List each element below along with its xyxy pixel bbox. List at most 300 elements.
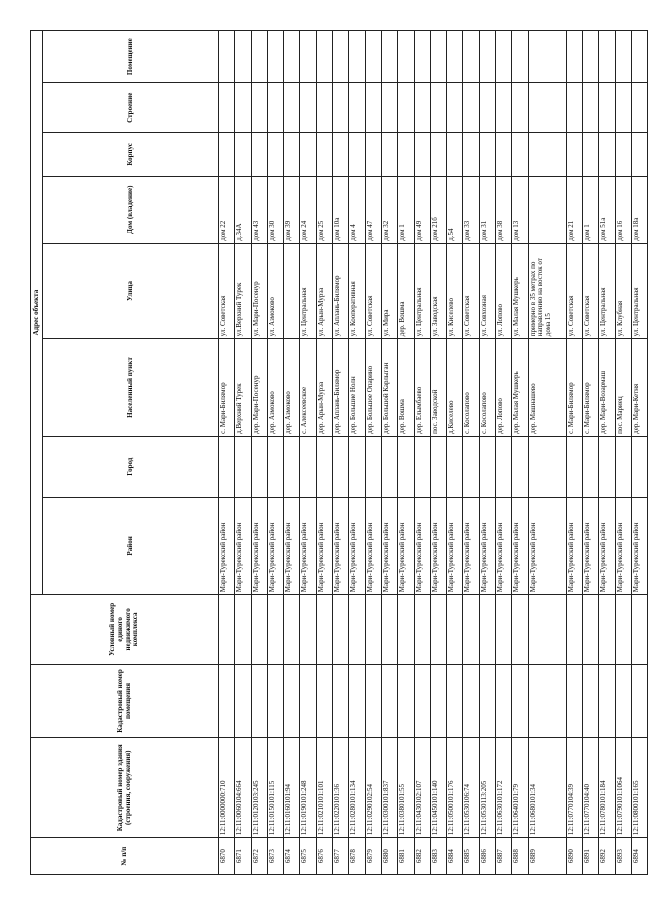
cell-street: ул. Киселево <box>447 243 463 338</box>
cell-city <box>300 436 316 497</box>
cell-stroenie <box>430 83 446 133</box>
cell-cad-room <box>333 664 349 738</box>
cell-house <box>528 176 566 243</box>
cell-district: Мари-Турекский район <box>414 497 430 595</box>
cell-cad-building: 12:11:0300101:837 <box>381 738 397 838</box>
cell-cad-building: 12:11:0000000:710 <box>219 738 235 838</box>
cell-stroenie <box>463 83 479 133</box>
cell-cad-building: 12:11:0640101:79 <box>512 738 528 838</box>
cell-stroenie <box>251 83 267 133</box>
cell-cad-room <box>414 664 430 738</box>
cell-num: 6872 <box>251 838 267 875</box>
cell-locality: дер. Большой Карлыган <box>381 339 397 437</box>
table-row <box>300 31 316 875</box>
cell-street: ул. Клубная <box>615 243 631 338</box>
cell-pomeshchenie <box>251 31 267 83</box>
cell-cond-num <box>430 595 446 664</box>
cell-district: Мари-Турекский район <box>615 497 631 595</box>
cell-cad-room <box>398 664 414 738</box>
cell-district: Мари-Турекский район <box>599 497 615 595</box>
cell-stroenie <box>235 83 251 133</box>
cell-pomeshchenie <box>512 31 528 83</box>
cell-stroenie <box>414 83 430 133</box>
cell-house: дом 1 <box>582 176 598 243</box>
cell-num: 6873 <box>267 838 283 875</box>
cell-stroenie <box>496 83 512 133</box>
cell-korpus <box>631 133 647 176</box>
table-row <box>566 31 582 875</box>
cell-num: 6889 <box>528 838 566 875</box>
cell-street: ул. Арын-Мурза <box>316 243 332 338</box>
cell-pomeshchenie <box>566 31 582 83</box>
cell-district: Мари-Турекский район <box>582 497 598 595</box>
cell-cad-building: 12:11:0630101:172 <box>496 738 512 838</box>
cell-street: ул. Центральная <box>300 243 316 338</box>
cell-city <box>479 436 495 497</box>
cell-street: ул. Центральная <box>631 243 647 338</box>
cell-cad-building: 12:11:0290102:54 <box>365 738 381 838</box>
cell-cond-num <box>333 595 349 664</box>
cell-korpus <box>447 133 463 176</box>
cell-stroenie <box>300 83 316 133</box>
cell-cond-num <box>300 595 316 664</box>
cell-cond-num <box>599 595 615 664</box>
cell-stroenie <box>615 83 631 133</box>
cell-pomeshchenie <box>582 31 598 83</box>
cell-cad-room <box>496 664 512 738</box>
cell-stroenie <box>599 83 615 133</box>
cell-house: дом 18а <box>631 176 647 243</box>
header-cad-building: Кадастровый номер здания (строения, сооружения) <box>31 738 219 838</box>
cell-locality: дер. Азмоково <box>284 339 300 437</box>
cell-cad-building: 12:11:0770104:40 <box>582 738 598 838</box>
cell-house: дом 21б <box>430 176 446 243</box>
header-cad-room: Кадастровый номер помещения <box>31 664 219 738</box>
cell-pomeshchenie <box>398 31 414 83</box>
cell-house: дом 21 <box>566 176 582 243</box>
cell-korpus <box>381 133 397 176</box>
cell-city <box>512 436 528 497</box>
cell-cad-building: 12:11:0210101:101 <box>316 738 332 838</box>
cell-cad-building: 12:11:0790101:1064 <box>615 738 631 838</box>
cell-street: ул. Аплань-Билямор <box>333 243 349 338</box>
cell-city <box>528 436 566 497</box>
cell-pomeshchenie <box>333 31 349 83</box>
cell-cond-num <box>496 595 512 664</box>
cell-house: дом 13 <box>512 176 528 243</box>
cell-cad-room <box>235 664 251 738</box>
cell-pomeshchenie <box>430 31 446 83</box>
cell-city <box>349 436 365 497</box>
cell-pomeshchenie <box>599 31 615 83</box>
cell-locality: пос. Мариец <box>615 339 631 437</box>
cell-cad-building: 12:11:0190101:248 <box>300 738 316 838</box>
table-row <box>365 31 381 875</box>
table-row <box>235 31 251 875</box>
cell-korpus <box>528 133 566 176</box>
table-row <box>267 31 283 875</box>
cell-street: дер. Вошма <box>398 243 414 338</box>
cell-num: 6879 <box>365 838 381 875</box>
table-row <box>599 31 615 875</box>
cell-district: Мари-Турекский район <box>496 497 512 595</box>
cell-house: дом 24 <box>300 176 316 243</box>
cell-locality: дер. Лопово <box>496 339 512 437</box>
cell-cond-num <box>365 595 381 664</box>
cell-street: ул.Верхний Турек <box>235 243 251 338</box>
cell-street: ул. Совхозная <box>479 243 495 338</box>
cell-cad-room <box>430 664 446 738</box>
cell-cad-building: 12:11:0430102:107 <box>414 738 430 838</box>
cell-pomeshchenie <box>414 31 430 83</box>
cell-house: дом 39 <box>284 176 300 243</box>
cell-locality: дер. Мари-Посенур <box>251 339 267 437</box>
cell-cad-building: 12:11:0450101:140 <box>430 738 446 838</box>
cell-stroenie <box>316 83 332 133</box>
header-city: Город <box>43 436 219 497</box>
table-row <box>381 31 397 875</box>
cell-num: 6890 <box>566 838 582 875</box>
cell-cad-building: 12:11:0220101:36 <box>333 738 349 838</box>
cell-cad-building: 12:11:0680101:34 <box>528 738 566 838</box>
cell-district: Мари-Турекский район <box>566 497 582 595</box>
cell-stroenie <box>398 83 414 133</box>
cell-house: дом 4 <box>349 176 365 243</box>
cell-cad-building: 12:11:0800101:165 <box>631 738 647 838</box>
cell-city <box>631 436 647 497</box>
cell-house: дом 33 <box>463 176 479 243</box>
cell-korpus <box>349 133 365 176</box>
cell-locality: дер. Большое Опарино <box>365 339 381 437</box>
cell-city <box>284 436 300 497</box>
cell-street: ул. Мира <box>381 243 397 338</box>
cell-korpus <box>267 133 283 176</box>
cell-district: Мари-Турекский район <box>528 497 566 595</box>
cell-num: 6886 <box>479 838 495 875</box>
cell-city <box>267 436 283 497</box>
cell-city <box>496 436 512 497</box>
header-street: Улица <box>43 243 219 338</box>
cell-cad-room <box>300 664 316 738</box>
cell-house: д.34А <box>235 176 251 243</box>
cell-locality: с. Алексеевское <box>300 339 316 437</box>
cell-cad-room <box>365 664 381 738</box>
cell-district: Мари-Турекский район <box>398 497 414 595</box>
cell-cad-room <box>219 664 235 738</box>
cell-cond-num <box>447 595 463 664</box>
cell-num: 6876 <box>316 838 332 875</box>
cell-locality: с. Косолапово <box>463 339 479 437</box>
cell-street <box>284 243 300 338</box>
header-stroenie: Строение <box>43 83 219 133</box>
cell-locality: дер. Машнашево <box>528 339 566 437</box>
cell-house: дом 43 <box>251 176 267 243</box>
cell-pomeshchenie <box>631 31 647 83</box>
cell-stroenie <box>333 83 349 133</box>
cell-cad-room <box>349 664 365 738</box>
table-row <box>582 31 598 875</box>
cell-locality: д.Верхний Турек <box>235 339 251 437</box>
cell-district: Мари-Турекский район <box>251 497 267 595</box>
cell-num: 6888 <box>512 838 528 875</box>
header-house: Дом (владение) <box>43 176 219 243</box>
cell-pomeshchenie <box>615 31 631 83</box>
cell-city <box>582 436 598 497</box>
cell-stroenie <box>284 83 300 133</box>
cell-house: дом 38 <box>496 176 512 243</box>
cell-cad-building: 12:11:0770104:39 <box>566 738 582 838</box>
cell-num: 6877 <box>333 838 349 875</box>
cell-city <box>316 436 332 497</box>
cell-street: ул. Советская <box>365 243 381 338</box>
cell-cad-building: 12:11:0380101:55 <box>398 738 414 838</box>
cell-korpus <box>219 133 235 176</box>
cell-city <box>414 436 430 497</box>
cell-pomeshchenie <box>463 31 479 83</box>
cell-num: 6887 <box>496 838 512 875</box>
cell-locality: с. Мари-Билямор <box>566 339 582 437</box>
table-row <box>398 31 414 875</box>
cell-korpus <box>463 133 479 176</box>
cell-stroenie <box>566 83 582 133</box>
cell-cond-num <box>267 595 283 664</box>
cell-city <box>566 436 582 497</box>
cell-house: дом 10а <box>333 176 349 243</box>
header-locality: Населенный пункт <box>43 339 219 437</box>
cell-korpus <box>430 133 446 176</box>
cell-city <box>463 436 479 497</box>
cell-cad-room <box>566 664 582 738</box>
cell-city <box>251 436 267 497</box>
cell-city <box>235 436 251 497</box>
table-row <box>414 31 430 875</box>
cell-district: Мари-Турекский район <box>284 497 300 595</box>
cell-korpus <box>333 133 349 176</box>
cell-stroenie <box>349 83 365 133</box>
header-korpus: Корпус <box>43 133 219 176</box>
cell-pomeshchenie <box>219 31 235 83</box>
cell-korpus <box>479 133 495 176</box>
cell-korpus <box>615 133 631 176</box>
cell-cond-num <box>349 595 365 664</box>
table-row <box>430 31 446 875</box>
cell-num: 6893 <box>615 838 631 875</box>
cell-num: 6883 <box>430 838 446 875</box>
cell-korpus <box>235 133 251 176</box>
cell-cad-building: 12:11:0780101:184 <box>599 738 615 838</box>
cell-num: 6870 <box>219 838 235 875</box>
cell-locality: с. Косолапово <box>479 339 495 437</box>
cell-street: ул. Мари-Посенур <box>251 243 267 338</box>
cell-cad-room <box>582 664 598 738</box>
cell-district: Мари-Турекский район <box>463 497 479 595</box>
table-row <box>447 31 463 875</box>
cell-district: Мари-Турекский район <box>430 497 446 595</box>
cell-cad-building: 12:11:0530106:74 <box>463 738 479 838</box>
cell-house: дом 31 <box>479 176 495 243</box>
cell-cond-num <box>463 595 479 664</box>
table-row <box>496 31 512 875</box>
cell-cond-num <box>414 595 430 664</box>
cell-num: 6882 <box>414 838 430 875</box>
cell-locality: дер. Арын-Мурза <box>316 339 332 437</box>
cell-house: дом 30 <box>267 176 283 243</box>
cell-num: 6880 <box>381 838 397 875</box>
cell-street: ул. Заводская <box>430 243 446 338</box>
cell-num: 6892 <box>599 838 615 875</box>
cell-district: Мари-Турекский район <box>316 497 332 595</box>
cell-street: ул. Лопово <box>496 243 512 338</box>
cell-house: дом 51а <box>599 176 615 243</box>
cell-street: ул. Центральная <box>414 243 430 338</box>
cell-cond-num <box>316 595 332 664</box>
table-row <box>615 31 631 875</box>
cell-pomeshchenie <box>300 31 316 83</box>
cell-street: ул. Азмоково <box>267 243 283 338</box>
cell-pomeshchenie <box>235 31 251 83</box>
cell-korpus <box>251 133 267 176</box>
cell-korpus <box>398 133 414 176</box>
cell-num: 6884 <box>447 838 463 875</box>
cell-city <box>219 436 235 497</box>
cell-locality: дер. Мари-Возармаш <box>599 339 615 437</box>
cell-locality: дер. Елымбаево <box>414 339 430 437</box>
cell-korpus <box>300 133 316 176</box>
cell-cad-building: 12:11:0120103:245 <box>251 738 267 838</box>
cell-cad-room <box>479 664 495 738</box>
cell-district: Мари-Турекский район <box>512 497 528 595</box>
table-row <box>479 31 495 875</box>
cell-cad-building: 12:11:0150101:115 <box>267 738 283 838</box>
cell-house: дом 22 <box>219 176 235 243</box>
header-pomeshchenie: Помещение <box>43 31 219 83</box>
cell-city <box>365 436 381 497</box>
cell-num: 6881 <box>398 838 414 875</box>
cell-pomeshchenie <box>284 31 300 83</box>
cell-house: дом 25 <box>316 176 332 243</box>
cell-district: Мари-Турекский район <box>447 497 463 595</box>
cell-locality: дер. Вошма <box>398 339 414 437</box>
cell-cond-num <box>528 595 566 664</box>
cell-city <box>599 436 615 497</box>
table-row <box>251 31 267 875</box>
cell-city <box>398 436 414 497</box>
cell-district: Мари-Турекский район <box>267 497 283 595</box>
cell-pomeshchenie <box>528 31 566 83</box>
cell-district: Мари-Турекский район <box>235 497 251 595</box>
cell-korpus <box>496 133 512 176</box>
header-district: Район <box>43 497 219 595</box>
cell-district: Мари-Турекский район <box>219 497 235 595</box>
cell-house: д.54 <box>447 176 463 243</box>
cell-stroenie <box>267 83 283 133</box>
cell-cond-num <box>284 595 300 664</box>
header-cond-num: Условный номер единого недвижимого комплекса <box>31 595 219 664</box>
cell-cad-room <box>284 664 300 738</box>
cell-stroenie <box>365 83 381 133</box>
registry-table <box>30 30 648 875</box>
cell-cond-num <box>631 595 647 664</box>
table-body <box>219 31 648 875</box>
cell-num: 6894 <box>631 838 647 875</box>
cell-locality: с. Мари-Билямор <box>219 339 235 437</box>
cell-cad-room <box>267 664 283 738</box>
cell-street: ул. Малая Мушкерь <box>512 243 528 338</box>
cell-street: ул. Советская <box>219 243 235 338</box>
cell-korpus <box>566 133 582 176</box>
cell-district: Мари-Турекский район <box>381 497 397 595</box>
cell-cond-num <box>512 595 528 664</box>
cell-locality: пос. Заводской <box>430 339 446 437</box>
table-row <box>631 31 647 875</box>
cell-stroenie <box>447 83 463 133</box>
cell-num: 6891 <box>582 838 598 875</box>
cell-cond-num <box>235 595 251 664</box>
cell-locality: дер. Малая Мушкерь <box>512 339 528 437</box>
cell-street: ул. Советская <box>566 243 582 338</box>
cell-cad-room <box>316 664 332 738</box>
cell-street: примерно в 35 метрах по направлению на восток от дома 15 <box>528 243 566 338</box>
table-row <box>512 31 528 875</box>
cell-pomeshchenie <box>479 31 495 83</box>
cell-cond-num <box>219 595 235 664</box>
cell-house: дом 49 <box>414 176 430 243</box>
cell-cond-num <box>381 595 397 664</box>
cell-district: Мари-Турекский район <box>365 497 381 595</box>
cell-stroenie <box>512 83 528 133</box>
cell-cad-room <box>447 664 463 738</box>
cell-cond-num <box>398 595 414 664</box>
cell-cad-building: 12:11:0160101:94 <box>284 738 300 838</box>
cell-cond-num <box>251 595 267 664</box>
table-row <box>349 31 365 875</box>
cell-cond-num <box>582 595 598 664</box>
cell-cad-building: 12:11:0500101:176 <box>447 738 463 838</box>
cell-house: дом 1 <box>398 176 414 243</box>
header-address-group: Адрес объекта <box>31 31 43 595</box>
cell-city <box>333 436 349 497</box>
cell-cad-room <box>615 664 631 738</box>
cell-cond-num <box>479 595 495 664</box>
cell-locality: дер. Азмоково <box>267 339 283 437</box>
cell-pomeshchenie <box>381 31 397 83</box>
cell-district: Мари-Турекский район <box>631 497 647 595</box>
cell-pomeshchenie <box>316 31 332 83</box>
cell-cad-room <box>251 664 267 738</box>
cell-house: дом 32 <box>381 176 397 243</box>
cell-city <box>381 436 397 497</box>
cell-city <box>615 436 631 497</box>
header-num: № п/п <box>31 838 219 875</box>
cell-stroenie <box>528 83 566 133</box>
cell-cond-num <box>566 595 582 664</box>
cell-stroenie <box>479 83 495 133</box>
table-row <box>463 31 479 875</box>
cell-locality: дер. Мари-Кетня <box>631 339 647 437</box>
table-row <box>219 31 235 875</box>
cell-stroenie <box>381 83 397 133</box>
cell-cad-room <box>463 664 479 738</box>
cell-korpus <box>512 133 528 176</box>
table-row <box>316 31 332 875</box>
cell-stroenie <box>219 83 235 133</box>
cell-korpus <box>365 133 381 176</box>
cell-korpus <box>414 133 430 176</box>
cell-pomeshchenie <box>447 31 463 83</box>
cell-cad-room <box>528 664 566 738</box>
cell-pomeshchenie <box>267 31 283 83</box>
cell-cad-room <box>599 664 615 738</box>
